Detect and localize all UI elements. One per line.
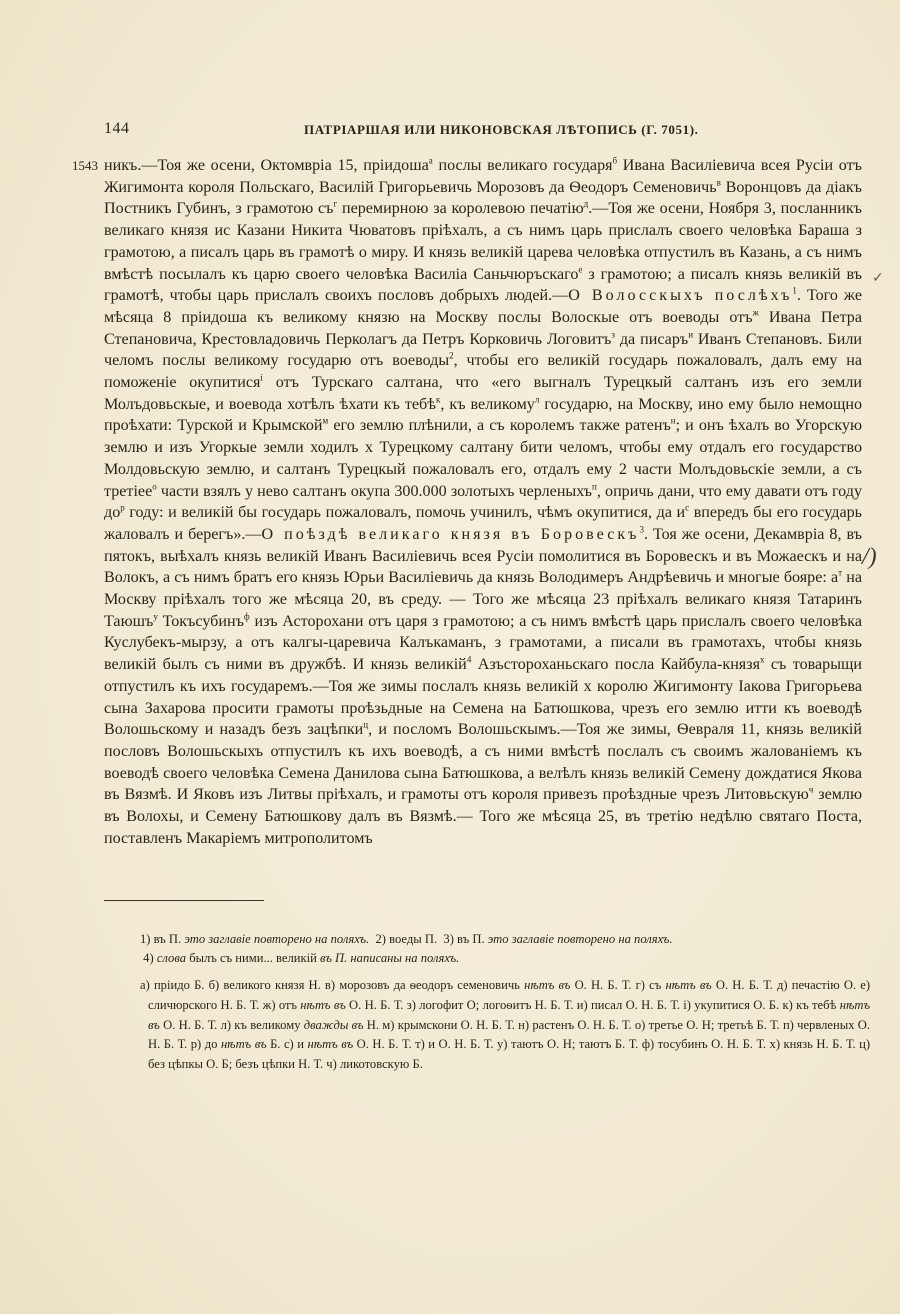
- page-number: 144: [104, 120, 130, 137]
- section-heading-wallachian-envoys: О Волосскыхъ послѣхъ: [568, 287, 793, 305]
- handwritten-margin-mark: /): [862, 544, 877, 570]
- running-title: ПАТРІАРШАЯ ИЛИ НИКОНОВСКАЯ ЛѢТОПИСЬ (Г. 7051).: [304, 122, 699, 137]
- variant-readings-apparatus: а) пріидо Б. б) великого князя Н. в) морозовъ да ѳеодоръ семеновичь нѣтъ въ О. Н. Б. Т. г) съ нѣтъ въ О. Н. Б. Т. д) печастію О. е) сличюрского Н. Б. Т. ж) отъ нѣтъ въ О. Н. Б. Т. з) логофит О; логоѳитъ Н. Б. Т. и) писал О. Н. Б. Т. і) укупитися О. Б. к) къ тебѣ нѣтъ въ О. Н. Б. Т. л) къ великому дважды въ Н. м) крымскони О. Н. Б. Т. н) растенъ О. Н. Б. Т. о) третье О. Н; третьѣ Б. Т. п) червленых О. Н. Б. Т. р) до нѣтъ въ Б. с) и нѣтъ въ О. Н. Б. Т. т) и О. Н. Б. Т. у) таютъ О. Н; таютъ Б. Т. ф) тосубинъ О. Н. Б. Т. х) князь Н. Б. Т. ц) без цѣпкы О. Б; безъ цѣпки Н. Т. ч) ликотовскую Б.: [140, 978, 871, 1072]
- chronicle-body-text: никъ.—Тоя же осени, Октомвріа 15, пріидоша$^а$ послы великаго государя$^б$ Ивана Василіевича всея Русіи отъ Жигимонта короля Польскаго, Василій Григорьевичь Морозовъ да Ѳеодоръ Семеновичь$^в$ Воронцовъ да діакъ Постникъ Губинъ, з грамотою $съ^г$ перемирною за королевою печатію$^д$.—Тоя же осени, Ноября 3, посланникъ великаго князя ис Казани Никита Чюватовъ пріѣхалъ, а съ нимъ царь прислалъ своего человѣка Бараша з грамотою, а писалъ царь въ грамотѣ о миру. И князь великій царева человѣка отпустилъ въ Казань, а съ нимъ вмѣстѣ посылалъ къ царю своего человѣка Василіа Саньчюръскаго$^е$ з грамотою; а писалъ князь великій въ грамотѣ, чтобы царь прислалъ своихъ пословъ добрыхъ людей.—О Волосскыхъ послѣхъ$^1$. Того же мѣсяца 8 пріидоша къ великому князю на Москву послы Волоскые отъ воеводы отъ$^ж$ Ивана Петра Степановича, Крестовладовичь Перколагъ да Петръ Корковичь Логовитъ$^з$ да писаръ$^и$ Иванъ Степановъ. Били челомъ послы великому государю отъ воеводы$^2$, чтобы его великій государь пожаловалъ, далъ ему на поможеніе окупитися$^і$ отъ Турскаго салтана, что «его выгналъ Турецкый салтанъ изъ его земли Молъдовьскые, и воевода хотѣлъ ѣхати къ тебѣ$^к$, къ великому$^л$ государю, на Москву, ино ему было немощно проѣхати: Турской и Крымской$^м$ его землю плѣнили, а съ королемъ также ратенъ$^н$; и онъ ѣхалъ во Угорскую землю и изъ Угоркые земли ходилъ х Турецкому салтану бити челомъ, чтобы ему отдалъ его государство Молдовьскую землю, и салтанъ Турецкый пожаловалъ его, отдалъ ему 2 части Молъдовьскіе земли, а съ третіее$^о$ части взялъ у нево салтанъ окупа 300.000 золотыхъ черленыхъ$^п$, опричь дани, что ему давати отъ году $до^р$ году: и великій бы государь пожаловалъ, помочь учинилъ, чѣмъ окупитися, да $и^с$ впередъ бы его государь жаловалъ и берегъ».—О поѣздѣ великаго князя въ Боровескъ$^3$. Тоя же осени, Декамвріа 8, въ пятокъ, выѣхалъ князь великій Иванъ Василіевичь всея Русіи помолитися въ Боровескъ и въ Можаескъ и на Волокъ, а съ нимъ братъ его князь Юрьи Василіевичь да князь Володимеръ Андрѣевичь и многые бояре: $а^т$ на Москву пріѣхалъ того же мѣсяца 20, въ среду. — Того же мѣсяца 23 пріѣхалъ великаго князя Татаринъ Таюшъ$^у$ Токъсубинъ$^ф$ изъ Асторохани отъ царя з грамотою; а съ нимъ вмѣстѣ царь прислалъ своего человѣка Куслубекъ-мырзу, а отъ калгы-царевича Калъкаманъ, з грамотами, а писали въ грамотахъ, чтобы князь великій былъ съ ними въ дружбѣ. И князь великій$^4$ Азъстороханьскаго посла Кайбула-князя$^х$ съ товарыщи отпустилъ къ ихъ государемъ.—Тоя же зимы послалъ князь великій х королю Жигимонту Іакова Григорьева сына Захарова просити грамоты проѣзьдные на Семена на Батюшкова, чрезъ его землю итти къ воеводѣ Волошьскому и назадъ безъ зацѣпки$^ц$, и посломъ Волошьскымъ.—Тоя же зимы, Ѳевраля 11, князь великій пословъ Волошьскыхъ отпустилъ къ ихъ воеводѣ, а съ ними вмѣстѣ послалъ съ своимъ жалованіемъ къ воеводѣ своего человѣка Семена Данилова сына Батюшкова, а велѣлъ князь великій Семену дождатися Якова въ Вязмѣ. И Яковъ изъ Литвы пріѣхалъ, и грамоты отъ короля привезъ проѣздные чрезъ Литовьскую$^ч$ землю въ Волохы, и Семену Батюшкову далъ въ Вязмѣ.— Того же мѣсяца 25, въ третію недѣлю святаго Поста, поставленъ Макаріемъ митрополитомъ: [104, 155, 863, 847]
- margin-year: 1543: [72, 158, 98, 173]
- footnote-divider: [104, 900, 264, 901]
- pencil-check-mark: ✓: [872, 271, 884, 286]
- section-heading-borovsk-journey: О поѣздѣ великаго князя въ Боровескъ: [261, 525, 640, 543]
- editorial-footnotes: 1) въ П. это заглавіе повторено на поляхъ. 2) воеды П. 3) въ П. это заглавіе повторено на поляхъ. 4) слова былъ съ ними... великій въ П. написаны на поляхъ.: [140, 932, 673, 965]
- page-header: [104, 120, 864, 142]
